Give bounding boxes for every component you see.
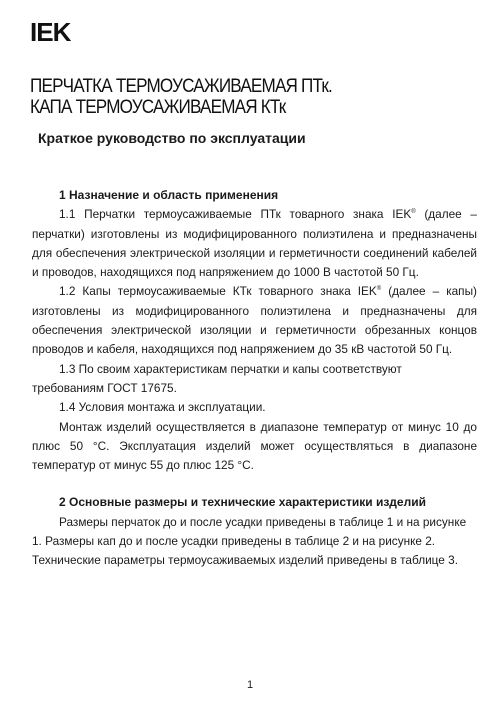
paragraph-1-1 [32, 205, 477, 282]
paragraph-1-2 [32, 282, 477, 359]
paragraph-1-2-end: (далее – капы) изготовлены из модифицированного полиэтилена и предназначены для обеспечения электрической изоляции и герметичности обрезанных концов проводов и кабеля, находящихся под напряжением до 35 кВ частотой 50 Гц. [32, 284, 477, 357]
paragraph-1-2-start: 1.2 Капы термоусаживаемые КТк товарного знака IEK [59, 284, 377, 299]
paragraph-1-4: 1.4 Условия монтажа и эксплуатации. [59, 400, 266, 415]
title-line-2: КАПА ТЕРМОУСАЖИВАЕМАЯ КТк [30, 97, 286, 118]
paragraph-2-text: Размеры перчаток до и после усадки приведены в таблице 1 и на рисунке 1. Размеры кап до и после усадки приведены в таблице 2 и на рисунке 2. Технические параметры термоусаживаемых изделий приведены в таблице 3. [32, 514, 467, 568]
section-2-heading: 2 Основные размеры и технические характеристики изделий [59, 495, 426, 510]
iek-logo: IEK [30, 17, 71, 47]
paragraph-1-3: 1.3 По своим характеристикам перчатки и капы соответствуют требованиям ГОСТ 17675. [32, 361, 402, 395]
registered-mark: ® [376, 286, 382, 293]
title-line-1: ПЕРЧАТКА ТЕРМОУСАЖИВАЕМАЯ ПТк. [30, 76, 333, 97]
paragraph-1-4-text: Монтаж изделий осуществляется в диапазоне температур от минус 10 до плюс 50 °С. Эксплуатация изделий может осуществляться в диапазоне температур от минус 55 до плюс 125 °С. [32, 419, 477, 473]
document-title [30, 76, 426, 118]
registered-mark: ® [411, 209, 416, 216]
paragraph-1-1-end: (далее – перчатки) изготовлены из модифицированного полиэтилена и предназначены для обеспечения электрической изоляции и герметичности соединений кабелей и проводов, находящихся под напряжением до 1000 В частотой 50 Гц. [32, 207, 477, 280]
document-subtitle: Краткое руководство по эксплуатации [38, 130, 306, 146]
section-1-heading: 1 Назначение и область применения [59, 188, 279, 202]
paragraph-1-1-start: 1.1 Перчатки термоусаживаемые ПТк товарного знака IEK [59, 207, 412, 222]
document-body [32, 186, 477, 571]
page-number: 1 [246, 679, 254, 691]
